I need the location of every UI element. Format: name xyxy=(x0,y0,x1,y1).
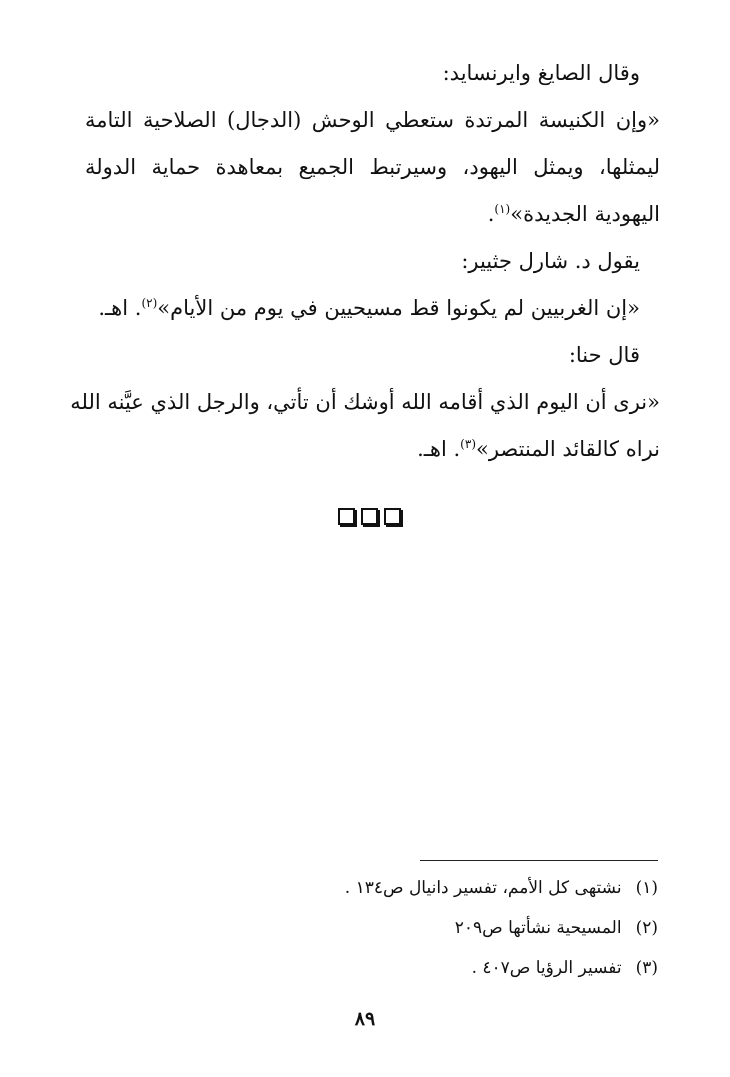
footnote-ref-2: (٢) xyxy=(141,296,158,310)
text-line-4 xyxy=(85,191,660,238)
page-number: ٨٩ xyxy=(354,1008,376,1030)
footnote-text: نشتهى كل الأمم، تفسير دانيال ص١٣٤ . xyxy=(344,878,622,898)
text-line-2: «وإن الكنيسة المرتدة ستعطي الوحش (الدجال) الصلاحية التامة xyxy=(85,108,660,132)
footnote-text: المسيحية نشأتها ص٢٠٩ xyxy=(454,918,622,938)
square-ornament-icon xyxy=(384,508,401,525)
square-ornament-icon xyxy=(338,508,355,525)
section-separator xyxy=(338,508,401,525)
footnote-divider xyxy=(420,860,658,861)
footnotes xyxy=(200,868,658,988)
footnote-ref-1: (١) xyxy=(494,202,511,216)
footnote-2 xyxy=(200,908,658,948)
line-end: . اهـ. xyxy=(417,437,461,461)
text-line-7: قال حنا: xyxy=(568,343,640,367)
text-line-5: يقول د. شارل جثيير: xyxy=(461,249,640,273)
text-line-1: وقال الصايغ وايرنساید: xyxy=(442,61,640,85)
footnote-3 xyxy=(200,948,658,988)
quote-text: «إن الغربيين لم يكونوا قط مسيحيين في يوم من الأيام» xyxy=(157,296,640,320)
text-line-9 xyxy=(85,426,660,473)
text-line-8: «نرى أن اليوم الذي أقامه الله أوشك أن تأتي، والرجل الذي عيَّنه الله xyxy=(70,390,660,414)
footnote-number: (٢) xyxy=(635,918,658,938)
footnote-1 xyxy=(200,868,658,908)
footnote-number: (٣) xyxy=(635,958,658,978)
text-line-6 xyxy=(85,285,660,332)
quote-text: اليهودية الجديدة» xyxy=(510,202,660,226)
line-end: . xyxy=(487,202,495,226)
square-ornament-icon xyxy=(361,508,378,525)
footnote-text: تفسير الرؤيا ص٤٠٧ . xyxy=(471,958,622,978)
text-line-3: ليمثلها، ويمثل اليهود، وسيرتبط الجميع بمعاهدة حماية الدولة xyxy=(85,155,660,179)
main-text xyxy=(70,50,660,473)
footnote-ref-3: (٣) xyxy=(460,437,476,451)
footnote-number: (١) xyxy=(635,878,658,898)
quote-text: نراه كالقائد المنتصر» xyxy=(476,437,660,461)
line-end: . اهـ. xyxy=(98,296,142,320)
